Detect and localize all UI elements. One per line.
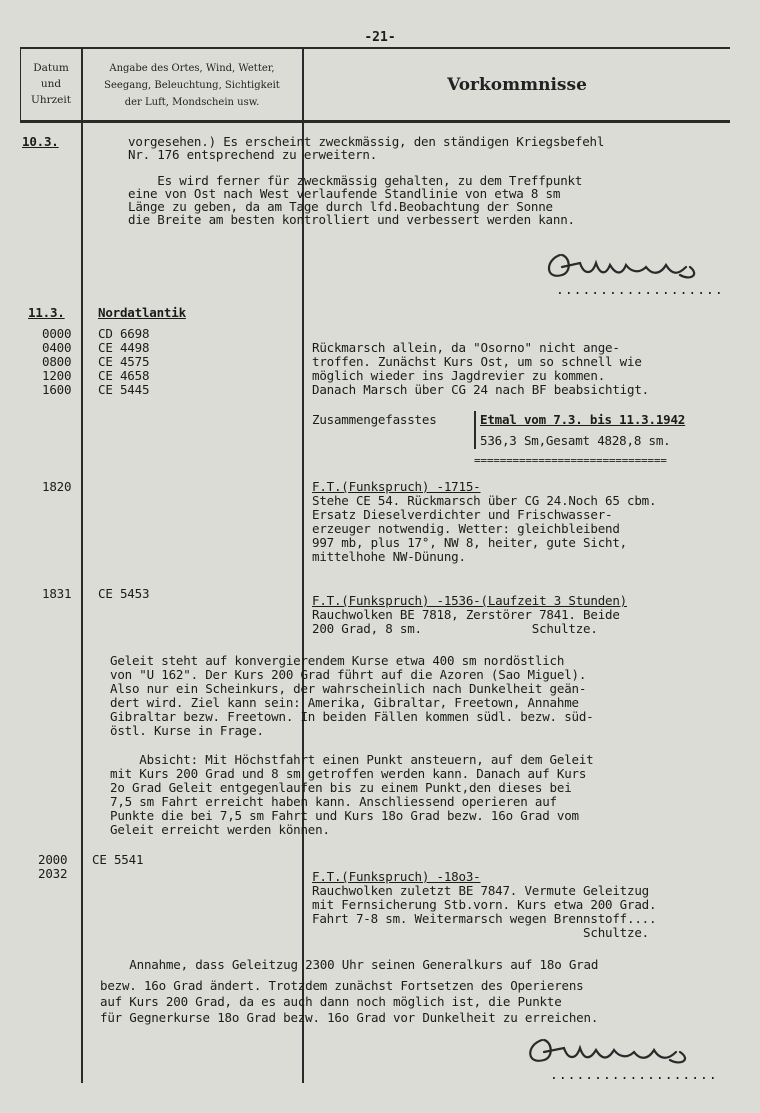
- signature-line: ...................: [550, 1068, 718, 1083]
- grid-square: CE 4658: [98, 368, 150, 383]
- left-border: [20, 48, 21, 123]
- header-date-line: und: [40, 78, 62, 90]
- decision-line: auf Kurs 200 Grad, da es auch dann noch möglich ist, die Punkte: [100, 994, 562, 1009]
- entry-text-line: Rückmarsch allein, da "Osorno" nicht ange-: [312, 340, 620, 355]
- grid-square: CE 4498: [98, 340, 150, 355]
- header-date-column: [22, 60, 80, 108]
- header-date-line: Uhrzeit: [31, 94, 71, 106]
- entry-text-line: Danach Marsch über CG 24 nach BF beabsichtigt.: [312, 382, 649, 397]
- entry-time: 1831: [42, 586, 72, 601]
- entry-text-line: die Breite am besten kontrolliert und verbessert werden kann.: [128, 212, 575, 227]
- decision-line: bezw. 16o Grad ändert. Trotzdem zunächst Fortsetzen des Operierens: [100, 978, 584, 993]
- entry-text-line: Länge zu geben, da am Tage durch lfd.Beobachtung der Sonne: [128, 199, 553, 214]
- grid-square: CE 5541: [92, 852, 144, 867]
- grid-square: CE 5445: [98, 382, 150, 397]
- entry-time: 2032: [38, 866, 68, 881]
- radio-message-line: 997 mb, plus 17°, NW 8, heiter, gute Sicht,: [312, 535, 628, 550]
- intent-line: 7,5 sm Fahrt erreicht haben kann. Anschliessend operieren auf: [110, 794, 557, 809]
- position-time: 1200: [42, 368, 72, 383]
- position-time: 0800: [42, 354, 72, 369]
- etmal-total: 536,3 Sm,Gesamt 4828,8 sm.: [480, 433, 671, 448]
- radio-message-line: Rauchwolken BE 7818, Zerstörer 7841. Beide: [312, 607, 620, 622]
- assessment-line: Geleit steht auf konvergierendem Kurse etwa 400 sm nordöstlich: [110, 653, 565, 668]
- sea-area: Nordatlantik: [98, 305, 186, 320]
- decision-line: für Gegnerkurse 18o Grad bezw. 16o Grad vor Dunkelheit zu erreichen.: [100, 1010, 599, 1025]
- position-time: 0000: [42, 326, 72, 341]
- radio-message-line: mit Fernsicherung Stb.vorn. Kurs etwa 200 Grad.: [312, 897, 657, 912]
- column-divider-1: [81, 48, 83, 1083]
- commander-signature: [520, 1030, 710, 1070]
- intent-line: Punkte die bei 7,5 sm Fahrt und Kurs 18o Grad bezw. 16o Grad vom: [110, 808, 579, 823]
- entry-text-line: Nr. 176 entsprechend zu erweitern.: [128, 147, 378, 162]
- radio-message-line: F.T.(Funkspruch) -1536-(Laufzeit 3 Stunden): [312, 593, 628, 608]
- radio-message-line: Schultze.: [312, 925, 649, 940]
- radio-message-line: 200 Grad, 8 sm. Schultze.: [312, 621, 598, 636]
- etmal-prefix: Zusammengefasstes: [312, 412, 437, 427]
- intent-line: mit Kurs 200 Grad und 8 sm getroffen werden kann. Danach auf Kurs: [110, 766, 587, 781]
- entry-date: 10.3.: [22, 134, 59, 149]
- header-date-line: Datum: [33, 62, 69, 74]
- commander-signature: [540, 245, 710, 285]
- radio-message-line: Fahrt 7-8 sm. Weitermarsch wegen Brennstoff....: [312, 911, 657, 926]
- page-number: -21-: [364, 30, 396, 45]
- header-bottom-rule: [20, 120, 730, 123]
- double-rule: ==============================: [474, 454, 667, 467]
- header-location-column: [83, 60, 301, 111]
- grid-square: CE 4575: [98, 354, 150, 369]
- radio-message-line: F.T.(Funkspruch) -18o3-: [312, 869, 481, 884]
- etmal-heading: Etmal vom 7.3. bis 11.3.1942: [480, 412, 686, 427]
- assessment-line: östl. Kurse in Frage.: [110, 723, 264, 738]
- intent-line: 2o Grad Geleit entgegenlaufen bis zu einem Punkt,den dieses bei: [110, 780, 572, 795]
- radio-message-line: erzeuger notwendig. Wetter: gleichbleibend: [312, 521, 620, 536]
- radio-message-line: F.T.(Funkspruch) -1715-: [312, 479, 481, 494]
- assessment-line: Gibraltar bezw. Freetown. In beiden Fällen kommen südl. bezw. süd-: [110, 709, 594, 724]
- entry-text-line: troffen. Zunächst Kurs Ost, um so schnell wie: [312, 354, 642, 369]
- radio-message-line: Ersatz Dieselverdichter und Frischwasser-: [312, 507, 613, 522]
- grid-square: CD 6698: [98, 326, 150, 341]
- radio-message-line: mittelhohe NW-Dünung.: [312, 549, 466, 564]
- entry-text-line: möglich wieder ins Jagdrevier zu kommen.: [312, 368, 606, 383]
- radio-message-line: Stehe CE 54. Rückmarsch über CG 24.Noch 65 cbm.: [312, 493, 657, 508]
- entry-text-line: eine von Ost nach West verlaufende Standlinie von etwa 8 sm: [128, 186, 561, 201]
- intent-line: Absicht: Mit Höchstfahrt einen Punkt ansteuern, auf dem Geleit: [110, 752, 594, 767]
- assessment-line: dert wird. Ziel kann sein: Amerika, Gibraltar, Freetown, Annahme: [110, 695, 579, 710]
- entry-text-line: vorgesehen.) Es erscheint zweckmässig, den ständigen Kriegsbefehl: [128, 134, 605, 149]
- header-location-line: Angabe des Ortes, Wind, Wetter,: [109, 63, 275, 74]
- decision-line: Annahme, dass Geleitzug 2300 Uhr seinen Generalkurs auf 18o Grad: [100, 957, 599, 972]
- signature-line: ...................: [556, 283, 724, 298]
- grid-square: CE 5453: [98, 586, 150, 601]
- position-time: 0400: [42, 340, 72, 355]
- entry-time: 2000: [38, 852, 68, 867]
- header-top-rule: [20, 47, 730, 49]
- header-location-line: der Luft, Mondschein usw.: [124, 97, 260, 108]
- assessment-line: von "U 162". Der Kurs 200 Grad führt auf die Azoren (Sao Miguel).: [110, 667, 587, 682]
- radio-message-line: Rauchwolken zuletzt BE 7847. Vermute Geleitzug: [312, 883, 649, 898]
- etmal-box-left: [474, 411, 476, 449]
- assessment-line: Also nur ein Scheinkurs, der wahrscheinlich nach Dunkelheit geän-: [110, 681, 587, 696]
- header-location-line: Seegang, Beleuchtung, Sichtigkeit: [104, 80, 280, 91]
- intent-line: Geleit erreicht werden können.: [110, 822, 330, 837]
- position-time: 1600: [42, 382, 72, 397]
- entry-text-line: Es wird ferner für zweckmässig gehalten, zu dem Treffpunkt: [128, 173, 583, 188]
- entry-time: 1820: [42, 479, 72, 494]
- header-events-column: Vorkommnisse: [447, 75, 587, 95]
- entry-date: 11.3.: [28, 305, 65, 320]
